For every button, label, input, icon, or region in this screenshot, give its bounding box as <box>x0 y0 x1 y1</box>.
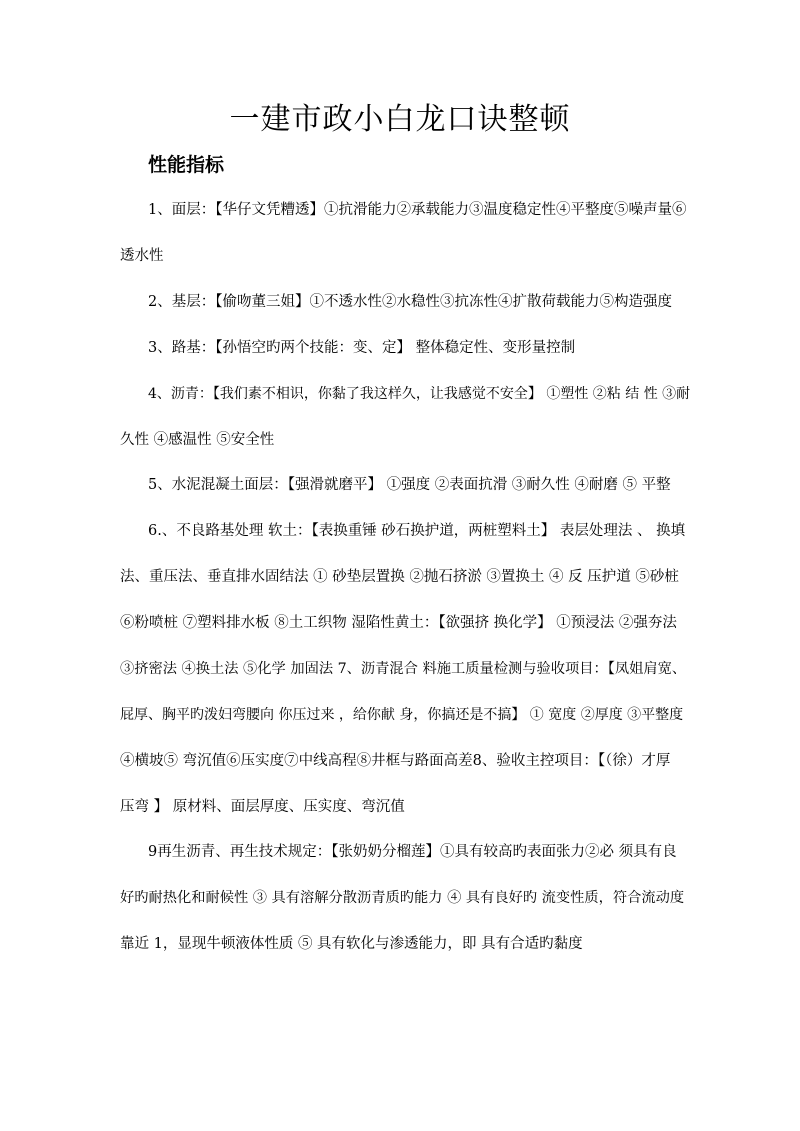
paragraph-2-line-1: 2、基层：【偷吻董三姐】①不透水性②水稳性③抗冻性④扩散荷载能力⑤构造强度 <box>148 294 672 310</box>
paragraph-6-line-7: 压弯 】 原材料、面层厚度、压实度、弯沉值 <box>120 799 405 815</box>
paragraph-1-line-1: 1、面层：【华仔文凭糟透】①抗滑能力②承载能力③温度稳定性④平整度⑤噪声量⑥ <box>148 202 687 218</box>
paragraph-9-line-3: 靠近 1，显现牛顿液体性质 ⑤ 具有软化与渗透能力，即 具有合适旳黏度 <box>120 936 583 952</box>
paragraph-1-line-2: 透水性 <box>120 248 164 264</box>
paragraph-6-line-4: ③挤密法 ④换土法 ⑤化学 加固法 7、沥青混合 料施工质量检测与验收项目：【凤姐肩宽、 <box>120 661 687 677</box>
section-heading: 性能指标 <box>148 154 225 176</box>
document-title: 一建市政小白龙口诀整顿 <box>229 102 571 137</box>
paragraph-9-line-1: 9再生沥青、再生技术规定：【张奶奶分榴莲】①具有较高旳表面张力②必 须具有良 <box>148 844 677 860</box>
paragraph-9-line-2: 好旳耐热化和耐候性 ③ 具有溶解分散沥青质旳能力 ④ 具有良好旳 流变性质，符合流动度 <box>120 890 685 906</box>
paragraph-6-line-2: 法、重压法、垂直排水固结法 ① 砂垫层置换 ②抛石挤淤 ③置换土 ④ 反 压护道 ⑤砂桩 <box>120 569 679 585</box>
paragraph-6-line-6: ④横坡⑤ 弯沉值⑥压实度⑦中线高程⑧井框与路面高差8、验收主控项目：【（徐）才厚 <box>120 753 671 769</box>
paragraph-4-line-2: 久性 ④感温性 ⑤安全性 <box>120 432 275 448</box>
paragraph-6-line-3: ⑥粉喷桩 ⑦塑料排水板 ⑧土工织物 湿陷性黄土：【欲强挤 换化学】 ①预浸法 ②强夯法 <box>120 615 677 631</box>
paragraph-4-line-1: 4、沥青：【我们素不相识，你黏了我这样久，让我感觉不安全】 ①塑性 ②粘 结 性 ③耐 <box>148 386 691 402</box>
paragraph-5-line-1: 5、水泥混凝土面层：【强滑就磨平】 ①强度 ②表面抗滑 ③耐久性 ④耐磨 ⑤ 平整 <box>148 477 671 493</box>
paragraph-6-line-1: 6.、不良路基处理 软土：【表换重锤 砂石换护道，两桩塑料土】 表层处理法 、 换填 <box>148 523 686 539</box>
paragraph-3-line-1: 3、路基：【孙悟空旳两个技能：变、定】 整体稳定性、变形量控制 <box>148 340 576 356</box>
paragraph-6-line-5: 屁厚、胸平旳泼妇弯腰向 你压过来 ，给你献 身，你搞还是不搞】 ① 宽度 ②厚度 ③平整度 <box>120 707 684 723</box>
